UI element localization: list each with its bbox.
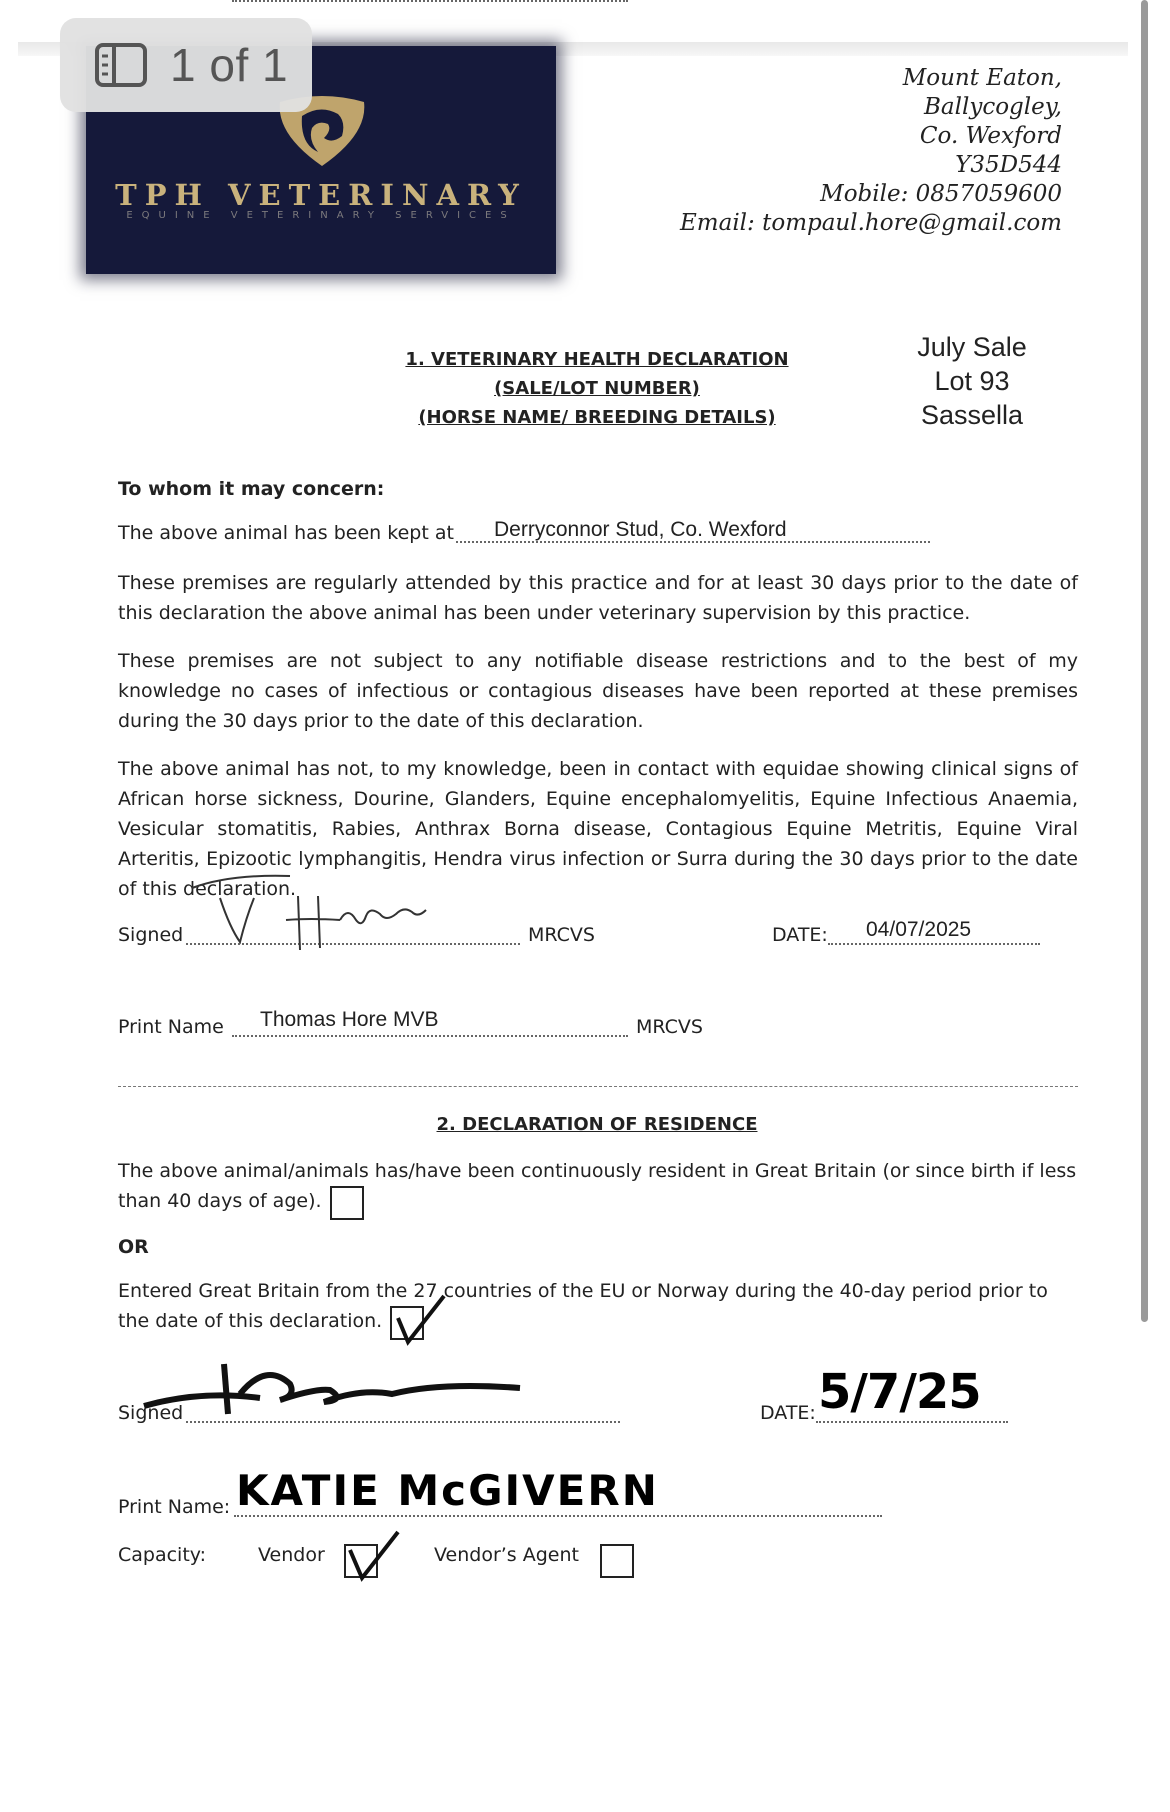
option1-checkbox[interactable]: [330, 1186, 364, 1220]
kept-at-value: Derryconnor Stud, Co. Wexford: [494, 518, 787, 541]
vet-signature: [190, 868, 430, 952]
address-line: Y35D544: [955, 152, 1062, 178]
print-mrcvs-label: MRCVS: [636, 1016, 703, 1038]
print-name-value: Thomas Hore MVB: [260, 1008, 439, 1031]
sale-name: July Sale: [917, 332, 1027, 362]
address-email[interactable]: Email: tompaul.hore@gmail.com: [680, 210, 1062, 236]
date-line-2: [816, 1421, 1008, 1423]
section1-heading: [392, 345, 802, 432]
heading-line: (HORSE NAME/ BREEDING DETAILS): [418, 407, 776, 428]
sale-info: [902, 330, 1042, 432]
lot-number: Lot 93: [934, 366, 1010, 396]
horse-name: Sassella: [920, 400, 1024, 430]
print-name-label: Print Name: [118, 1016, 224, 1038]
page-indicator-text: 1 of 1: [170, 39, 289, 91]
signed-label: Signed: [118, 924, 184, 946]
agent-checkbox[interactable]: [600, 1544, 634, 1578]
print-name-value-2: KATIE McGIVERN: [236, 1466, 659, 1515]
vendor-signature: [140, 1354, 530, 1428]
date-line: [828, 943, 1040, 945]
residence-option-2: Entered Great Britain from the 27 countries of the EU or Norway during the 40-day period prior to the date of this declaration.: [118, 1280, 1048, 1332]
print-name-line-2: [234, 1515, 882, 1517]
address-line: Co. Wexford: [919, 123, 1062, 149]
address-line: Ballycogley,: [924, 94, 1062, 120]
mrcvs-label: MRCVS: [528, 924, 595, 946]
salutation: To whom it may concern:: [118, 478, 385, 500]
print-name-line: [232, 0, 628, 2]
logo-tagline: EQUINE VETERINARY SERVICES: [126, 210, 516, 221]
kept-at-label: The above animal has been kept at: [118, 522, 454, 544]
heading-line: (SALE/LOT NUMBER): [494, 378, 700, 399]
date-value-2: 5/7/25: [818, 1364, 981, 1420]
agent-label: Vendor’s Agent: [434, 1544, 579, 1566]
option2-check-mark: [392, 1290, 452, 1346]
date-label: DATE:: [772, 924, 828, 946]
print-name-label-2: Print Name:: [118, 1496, 231, 1518]
print-name-line: [232, 1035, 628, 1037]
capacity-label: Capacity:: [118, 1544, 207, 1566]
vendor-label: Vendor: [258, 1544, 325, 1566]
date-value: 04/07/2025: [866, 918, 972, 941]
date-label-2: DATE:: [760, 1402, 816, 1424]
signed-label-2: Signed: [118, 1402, 184, 1424]
paragraph-3: The above animal has not, to my knowledge, been in contact with equidae showing clinical signs of African horse sickness, Dourine, Glanders, Equine encephalomyelitis, Equine Infectious Anaemia, Vesicular stomatitis, Rabies, Anthrax Borna disease, Contagious Equine Metritis, Equine Viral Arteritis, Epizootic lymphangitis, Hendra virus infection or Surra during the 30 days prior to the date of this declaration.: [118, 758, 1078, 900]
address-mobile: Mobile: 0857059600: [820, 181, 1062, 207]
paragraph-2: These premises are not subject to any notifiable disease restrictions and to the best of my knowledge no cases of infectious or contagious diseases have been reported at these premises during the 30 days prior to the date of this declaration.: [118, 650, 1078, 732]
document-pages-icon: [94, 42, 148, 88]
heading-line: 1. VETERINARY HEALTH DECLARATION: [405, 349, 789, 370]
paragraph-1: These premises are regularly attended by this practice and for at least 30 days prior to the date of this declaration the above animal has been under veterinary supervision by this practice.: [118, 572, 1078, 624]
logo-name: TPH VETERINARY: [115, 178, 527, 212]
vendor-check-mark: [346, 1526, 402, 1582]
residence-option-1: The above animal/animals has/have been continuously resident in Great Britain (or since birth if less than 40 days of age).: [118, 1160, 1077, 1212]
practice-address: [680, 64, 1062, 238]
section2-heading: 2. DECLARATION OF RESIDENCE: [436, 1114, 758, 1135]
address-line: Mount Eaton,: [902, 65, 1062, 91]
page-indicator[interactable]: [60, 18, 312, 112]
or-label: OR: [118, 1236, 149, 1258]
section-divider: [118, 1086, 1078, 1087]
vertical-scrollbar[interactable]: [1141, 0, 1148, 1322]
